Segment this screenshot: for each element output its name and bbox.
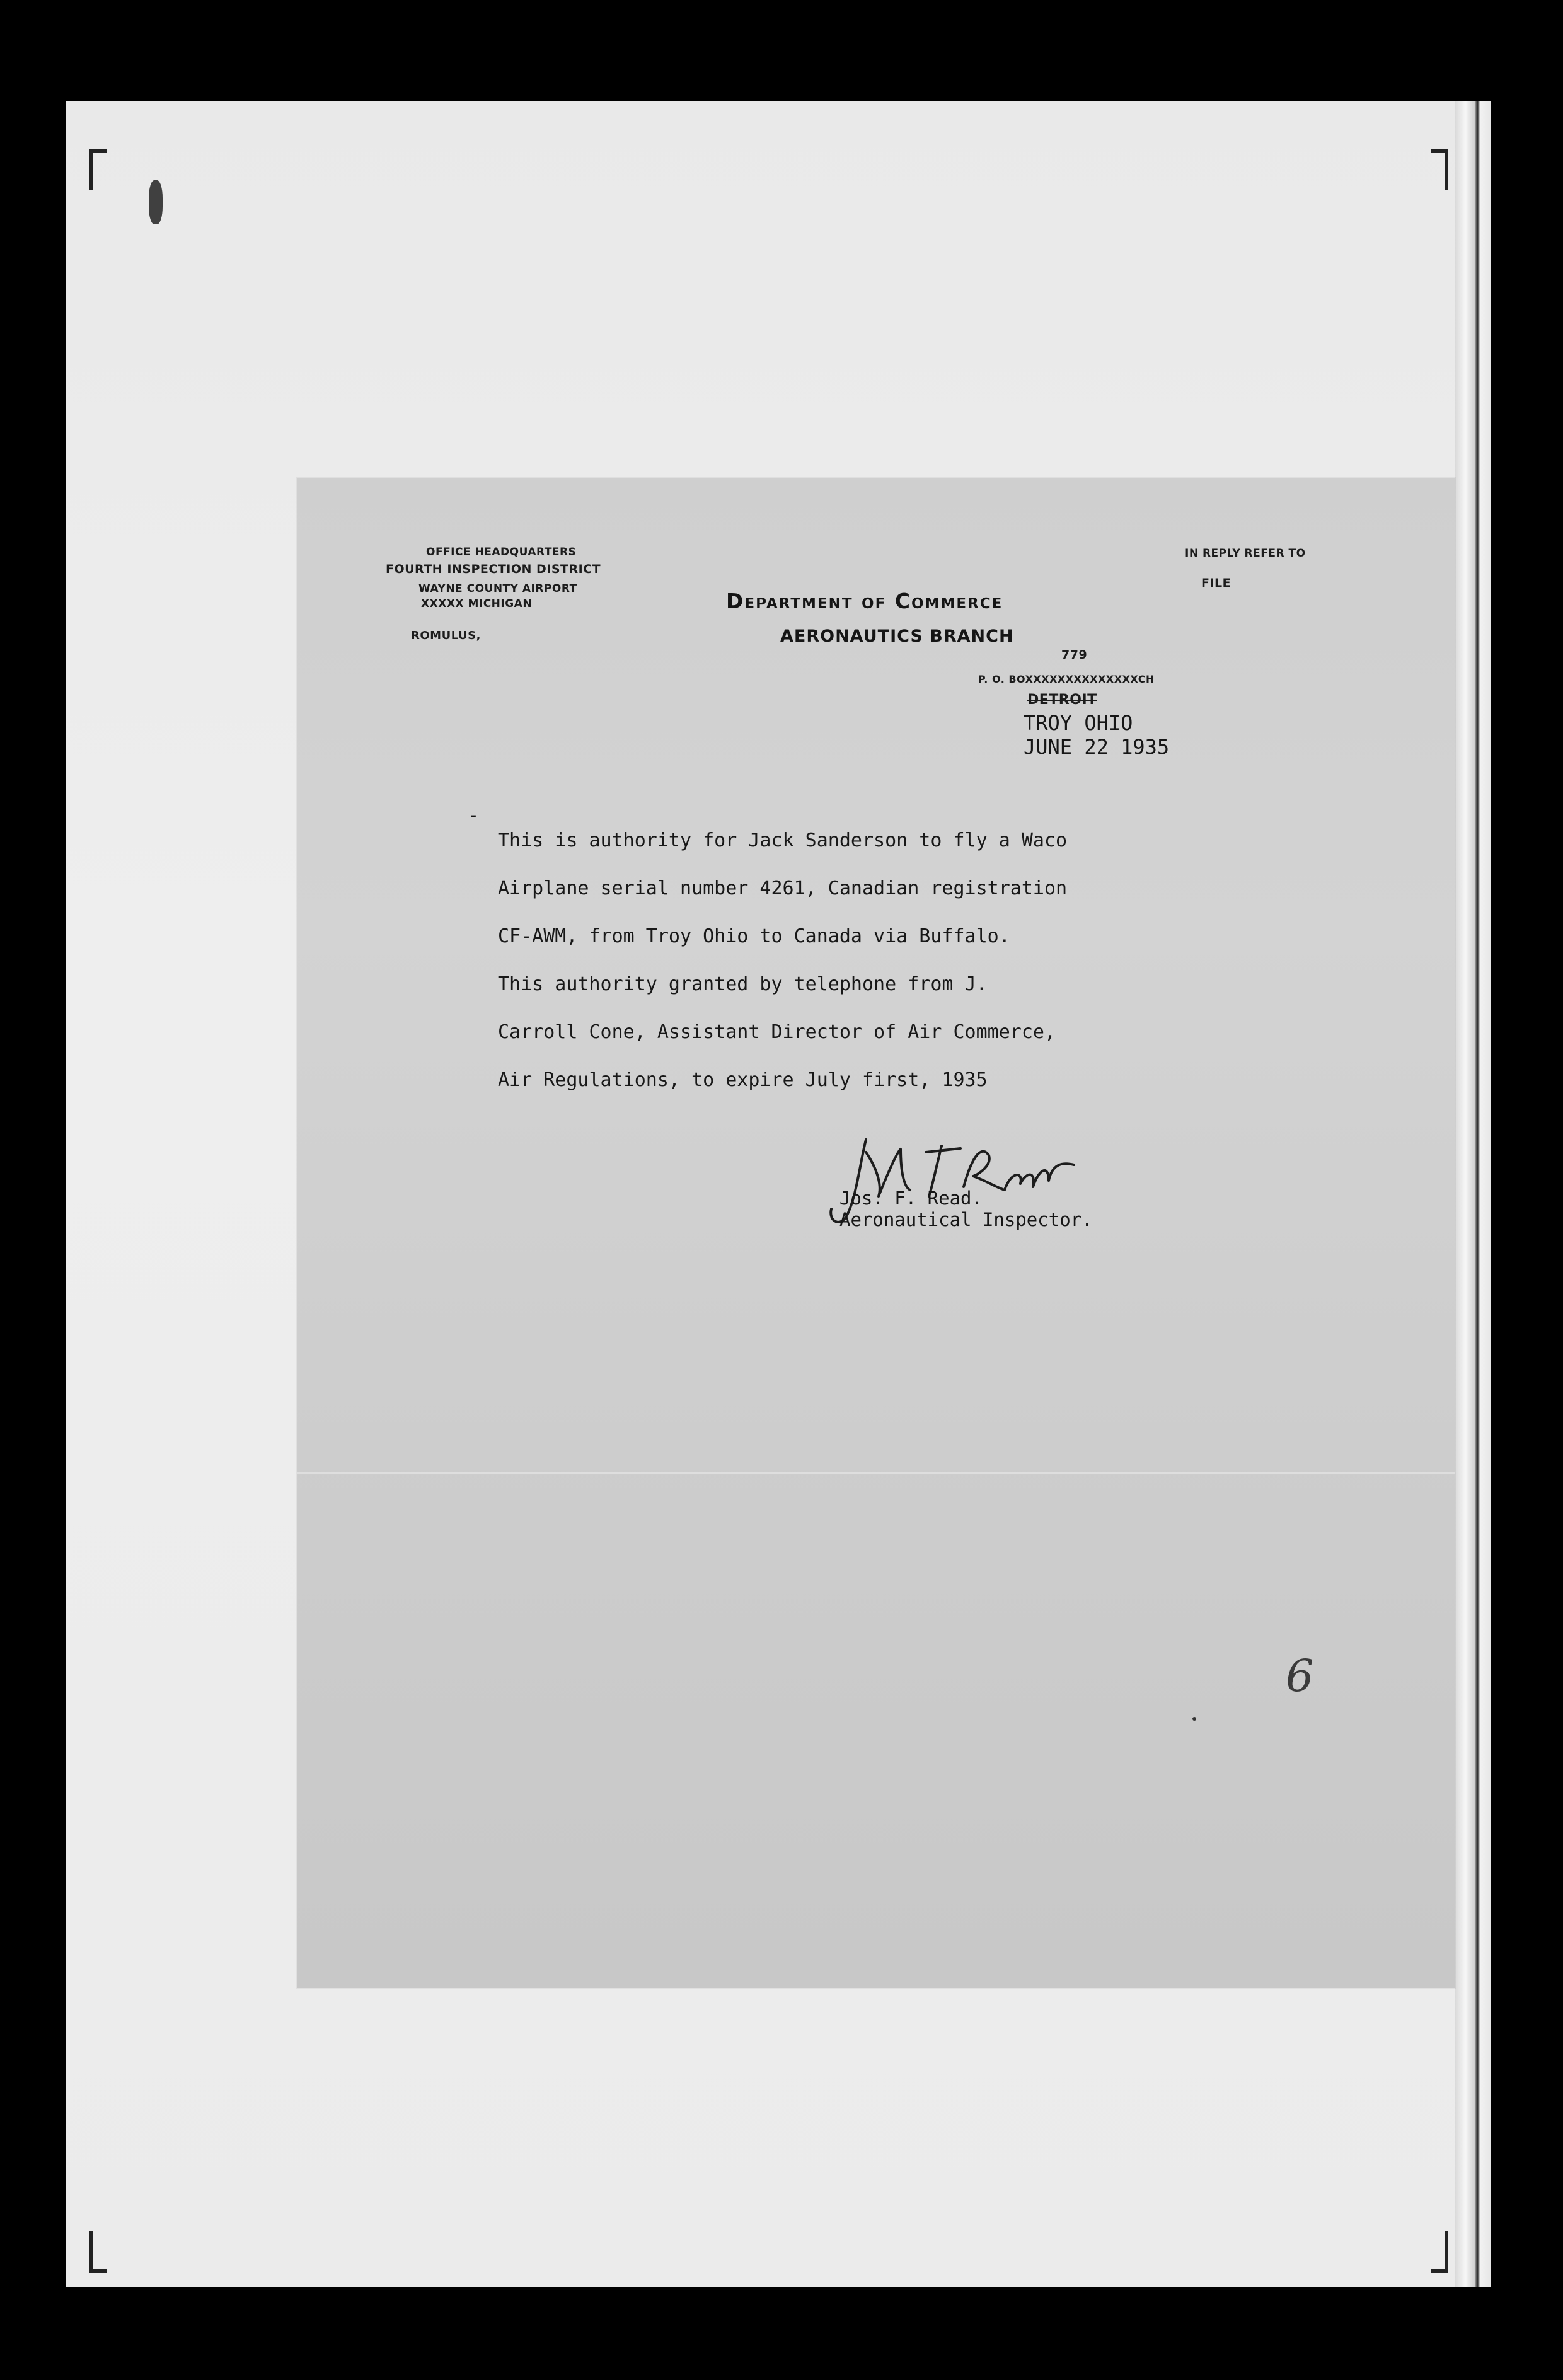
reply-refer-label: IN REPLY REFER TO — [1185, 547, 1306, 560]
po-box-line: P. O. BOXXXXXXXXXXXXXXCH — [978, 673, 1155, 685]
po-box-number: 779 — [1061, 648, 1088, 662]
office-headquarters-label: OFFICE HEADQUARTERS — [426, 546, 577, 558]
struck-city-label: DETROIT — [1027, 692, 1097, 708]
body-text-line: CF-AWM, from Troy Ohio to Canada via Buffalo. — [498, 925, 1010, 947]
body-text-line: This authority granted by telephone from J. — [498, 973, 988, 995]
signer-name: Jos. F. Read. — [839, 1187, 983, 1209]
margin-dash: - — [468, 804, 480, 826]
body-text-line: Air Regulations, to expire July first, 1935 — [498, 1069, 988, 1091]
crop-mark-bottom-right-icon — [1431, 2231, 1448, 2273]
letter-location: TROY OHIO — [1024, 711, 1133, 735]
ink-speck — [1192, 1717, 1196, 1721]
crop-mark-top-left-icon — [89, 149, 107, 190]
signer-title: Aeronautical Inspector. — [839, 1209, 1093, 1230]
city-state-label: XXXXX MICHIGAN — [421, 598, 533, 610]
crop-mark-bottom-left-icon — [89, 2231, 107, 2273]
letter-sheet — [297, 478, 1455, 1988]
department-title: Department of Commerce — [726, 589, 1003, 613]
inspection-district-label: FOURTH INSPECTION DISTRICT — [386, 562, 601, 576]
city-typed-label: ROMULUS, — [411, 629, 481, 642]
body-text-line: This is authority for Jack Sanderson to fly a Waco — [498, 829, 1068, 852]
body-text-line: Carroll Cone, Assistant Director of Air Commerce, — [498, 1021, 1056, 1043]
mount-sheet-edge — [1455, 101, 1491, 2287]
letter-date: JUNE 22 1935 — [1024, 735, 1170, 759]
county-airport-label: WAYNE COUNTY AIRPORT — [418, 582, 577, 595]
letter-fold-line — [297, 1472, 1455, 1474]
punch-hole-mark — [149, 180, 163, 224]
branch-title: AERONAUTICS BRANCH — [780, 627, 1014, 646]
handwritten-margin-note: 6 — [1286, 1650, 1314, 1702]
crop-mark-top-right-icon — [1431, 149, 1448, 190]
file-label: FILE — [1201, 576, 1231, 590]
body-text-line: Airplane serial number 4261, Canadian registration — [498, 877, 1068, 899]
